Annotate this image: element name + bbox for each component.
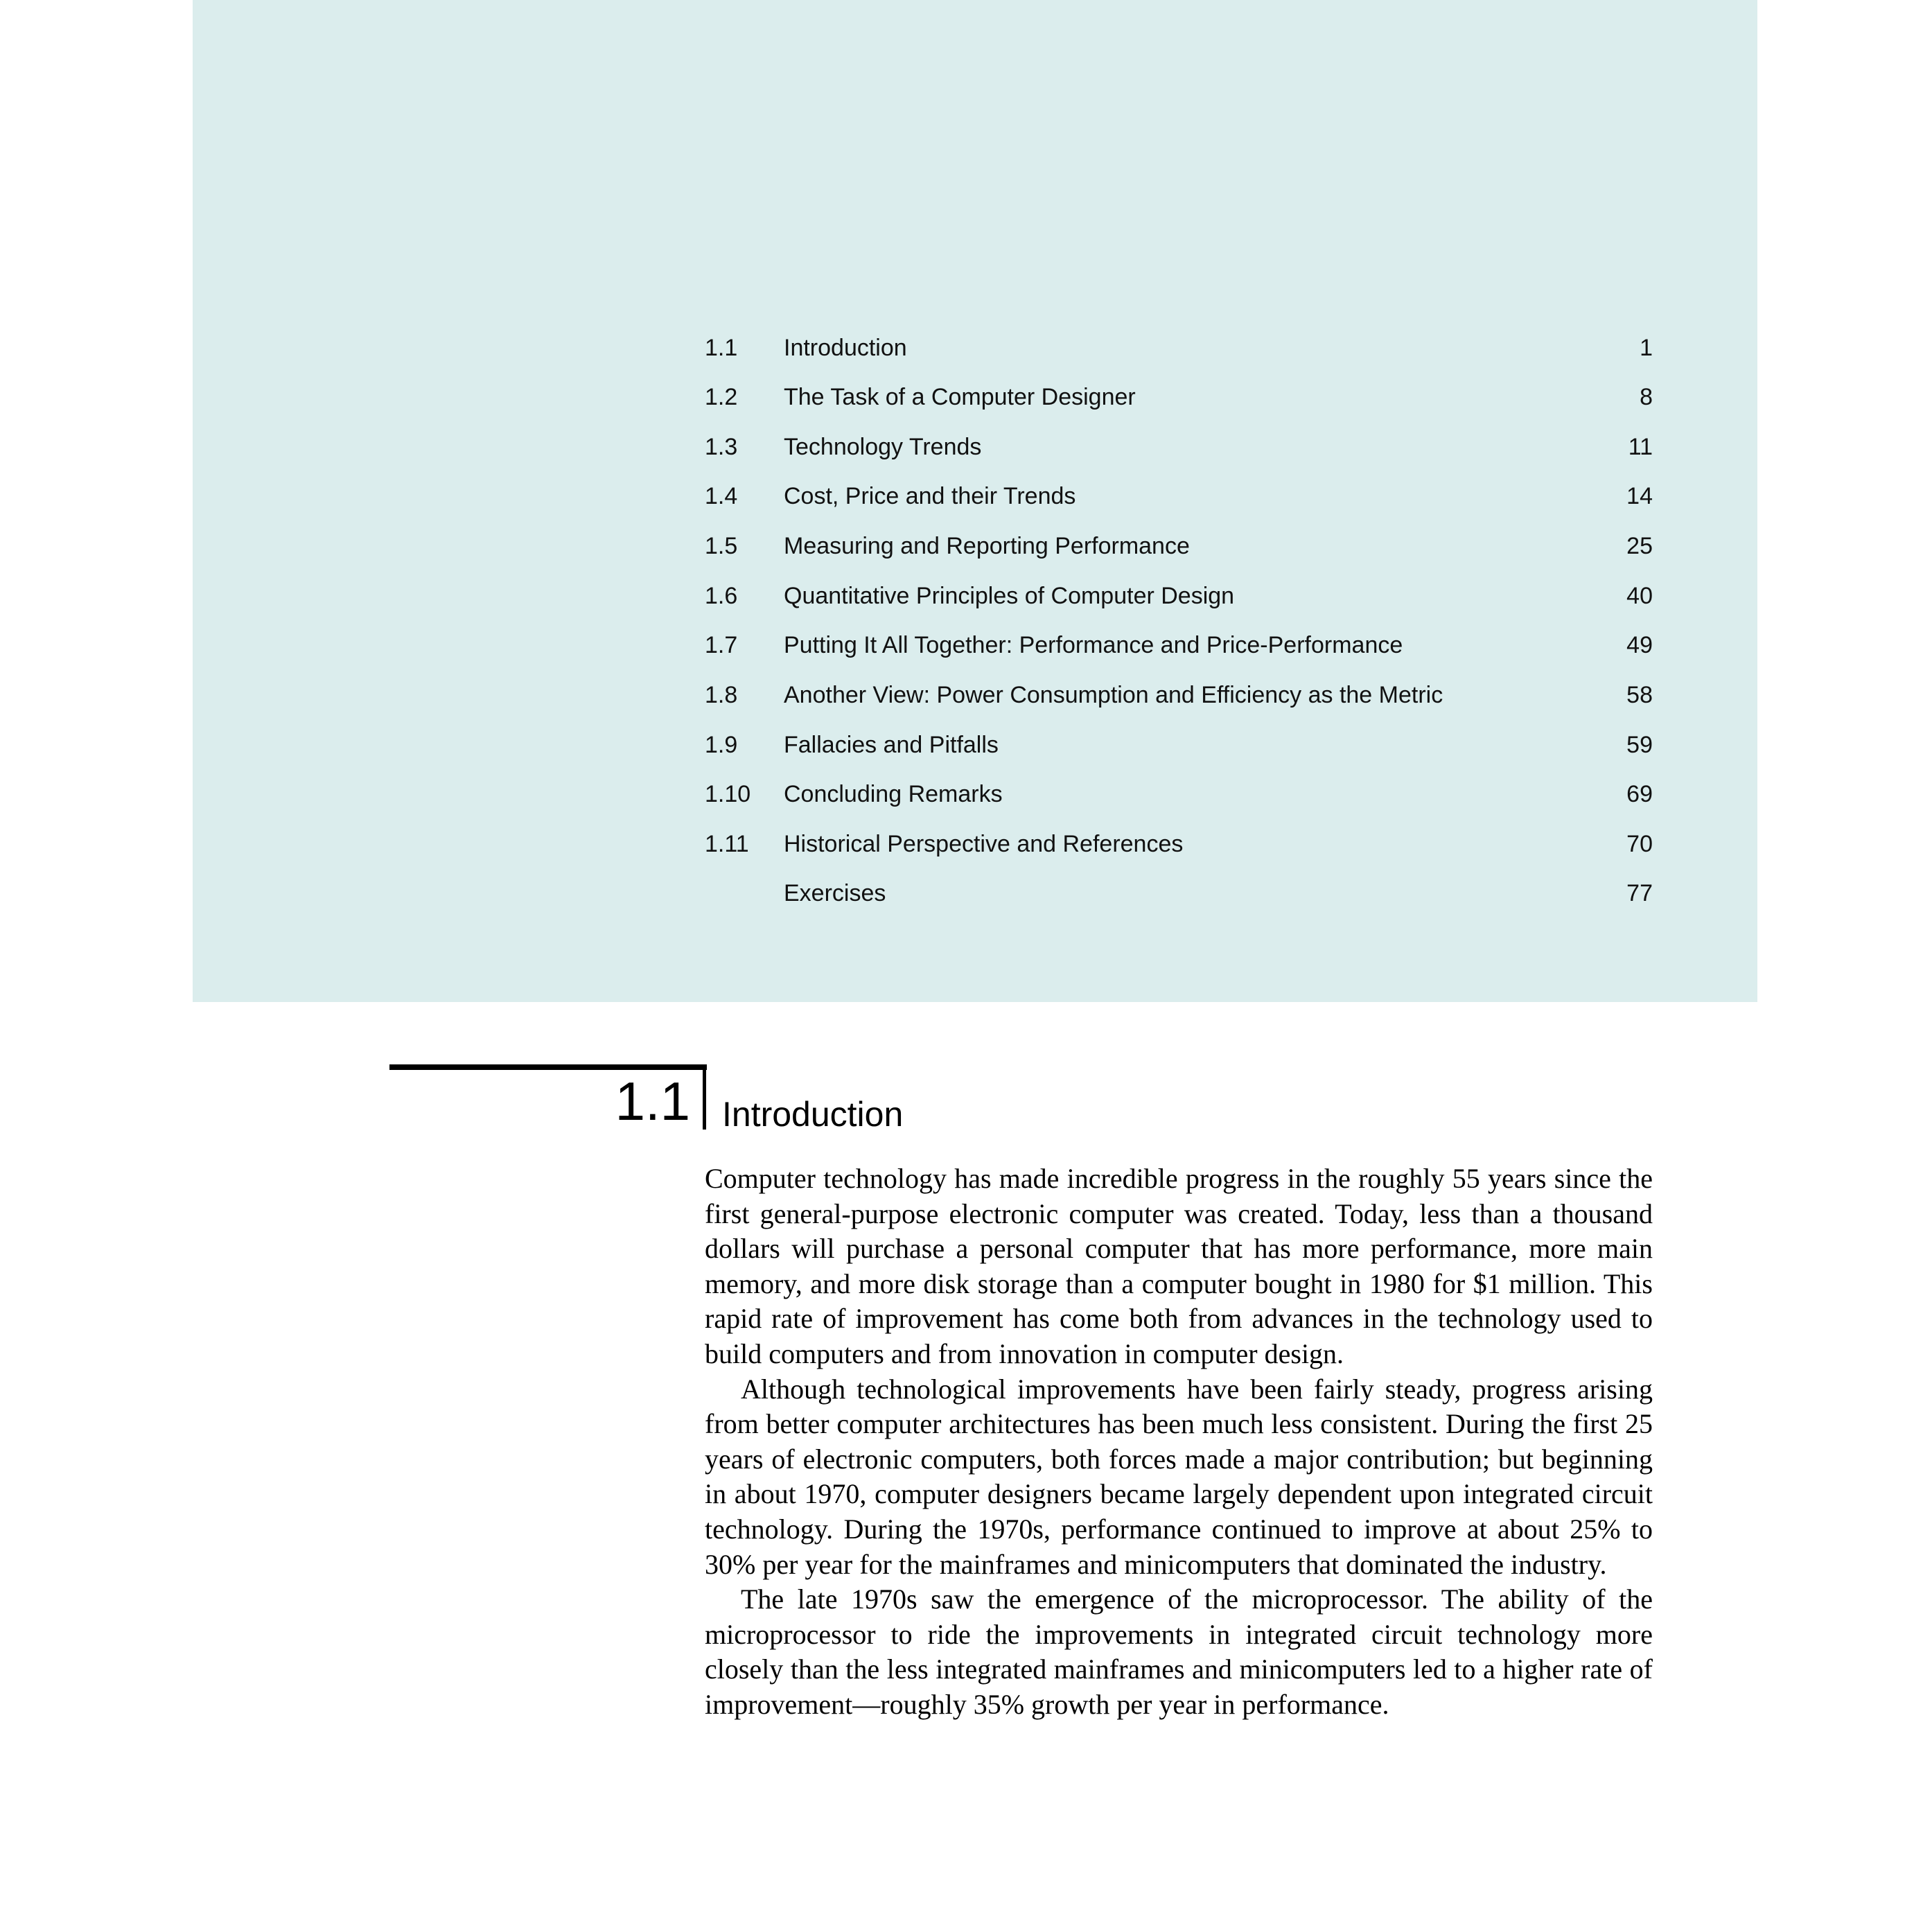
toc-entry-number: 1.4 xyxy=(705,483,738,509)
toc-entry-title: Historical Perspective and References xyxy=(784,831,1184,857)
toc-entry-title: The Task of a Computer Designer xyxy=(784,384,1136,410)
toc-entry xyxy=(705,525,1653,567)
toc-entry xyxy=(705,376,1653,418)
toc-entry-title: Another View: Power Consumption and Efficiency as the Metric xyxy=(784,682,1443,708)
toc-entry-page: 11 xyxy=(1628,434,1653,460)
toc-entry xyxy=(705,724,1653,766)
toc-entry-number: 1.1 xyxy=(705,335,738,361)
toc-entry-number: 1.10 xyxy=(705,781,751,807)
toc-entry-number: 1.3 xyxy=(705,434,738,460)
toc-entry-title: Exercises xyxy=(784,880,886,906)
toc-entry-page: 40 xyxy=(1626,583,1653,609)
toc-entry-title: Quantitative Principles of Computer Design xyxy=(784,583,1235,609)
toc-entry-title: Concluding Remarks xyxy=(784,781,1003,807)
toc-entry xyxy=(705,624,1653,666)
body-paragraph: Computer technology has made incredible progress in the roughly 55 years since the first general-purpose electronic computer was created. Today, less than a thousand dollars will purchase a personal computer that has more performance, more main memory, and more disk storage than a computer bought in 1980 for $1 million. This rapid rate of improvement has come both from advances in the technology used to build computers and from innovation in computer design. xyxy=(705,1163,1653,1369)
toc-entry xyxy=(705,475,1653,517)
toc-entry xyxy=(705,327,1653,369)
toc-entry-page: 49 xyxy=(1626,632,1653,658)
toc-entry-page: 8 xyxy=(1640,384,1653,410)
toc-entry-number: 1.9 xyxy=(705,732,738,758)
section-heading-divider xyxy=(703,1064,706,1130)
toc-entry xyxy=(705,575,1653,617)
toc-entry-number: 1.5 xyxy=(705,533,738,559)
section-number: 1.1 xyxy=(615,1071,690,1132)
toc-entry xyxy=(705,426,1653,468)
toc-entry-number: 1.2 xyxy=(705,384,738,410)
toc-entry xyxy=(705,823,1653,865)
toc-entry xyxy=(705,773,1653,815)
toc-entry-number: 1.8 xyxy=(705,682,738,708)
body-paragraph: Although technological improvements have been fairly steady, progress arising from better computer architectures has been much less consistent. During the first 25 years of electronic computers, both forces made a major contribution; but beginning in about 1970, computer designers became largely dependent upon integrated circuit technology. During the 1970s, performance continued to improve at about 25% to 30% per year for the mainframes and minicomputers that dominated the industry. xyxy=(705,1373,1653,1580)
toc-entry-page: 14 xyxy=(1626,483,1653,509)
toc-entry-title: Fallacies and Pitfalls xyxy=(784,732,999,758)
toc-entry-page: 1 xyxy=(1640,335,1653,361)
toc-entry-title: Cost, Price and their Trends xyxy=(784,483,1076,509)
toc-entry-page: 70 xyxy=(1626,831,1653,857)
toc-entry-title: Introduction xyxy=(784,335,907,361)
section-title: Introduction xyxy=(722,1095,904,1134)
toc-entry-number: 1.6 xyxy=(705,583,738,609)
section-body xyxy=(705,1161,1653,1723)
toc-entry xyxy=(705,674,1653,716)
toc-entry-title: Putting It All Together: Performance and Price-Performance xyxy=(784,632,1403,658)
toc-entry-title: Technology Trends xyxy=(784,434,982,460)
body-paragraph: The late 1970s saw the emergence of the microprocessor. The ability of the microprocessor to ride the improvements in integrated circuit technology more closely than the less integrated mainframes and minicomputers led to a higher rate of improvement—roughly 35% growth per year in performance. xyxy=(705,1583,1653,1720)
toc-entry-page: 77 xyxy=(1626,880,1653,906)
section-heading-rule xyxy=(389,1064,707,1070)
toc-entry-title: Measuring and Reporting Performance xyxy=(784,533,1190,559)
toc-entry-page: 69 xyxy=(1626,781,1653,807)
toc-entry-number: 1.11 xyxy=(705,831,749,857)
toc-entry-page: 59 xyxy=(1626,732,1653,758)
toc-entry-page: 58 xyxy=(1626,682,1653,708)
toc-entry xyxy=(705,872,1653,914)
toc-entry-number: 1.7 xyxy=(705,632,738,658)
toc-entry-page: 25 xyxy=(1626,533,1653,559)
